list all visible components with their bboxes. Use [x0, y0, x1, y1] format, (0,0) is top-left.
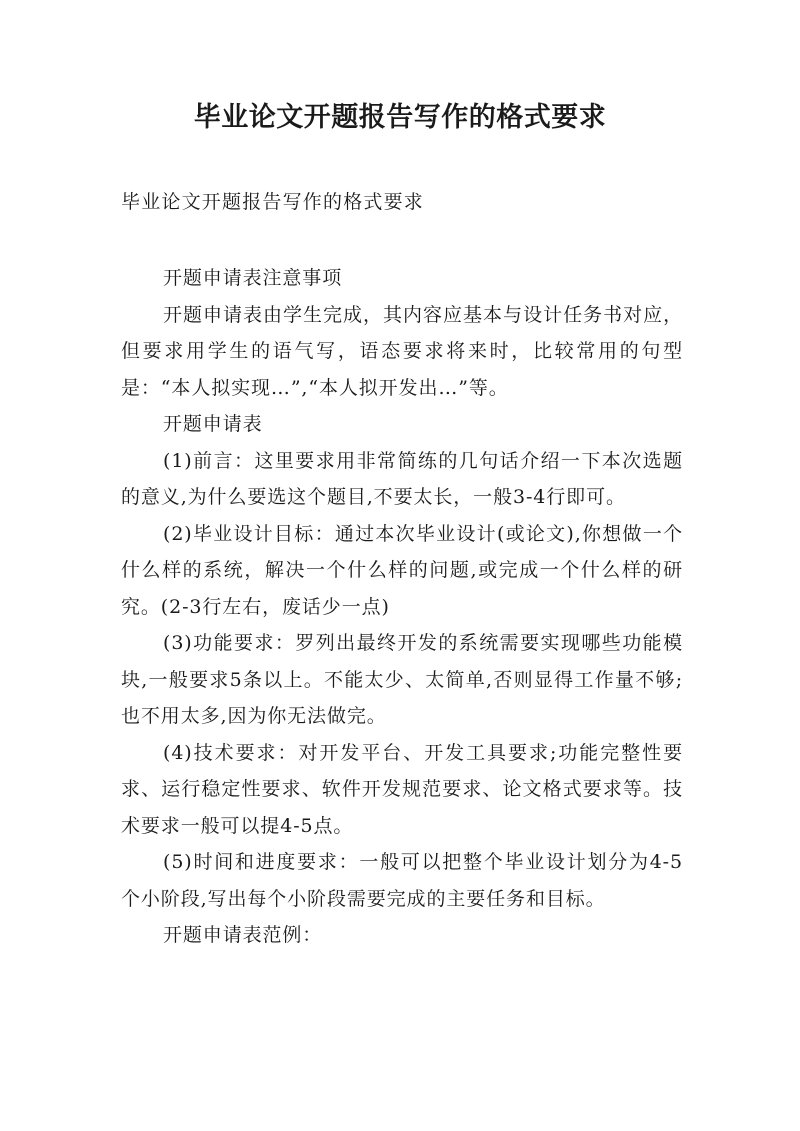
- paragraph-preface: (1)前言：这里要求用非常简练的几句话介绍一下本次选题的意义,为什么要选这个题目,不要太长，一般3-4行即可。: [121, 449, 683, 508]
- document-title: 毕业论文开题报告写作的格式要求: [193, 102, 607, 133]
- section-heading-form: 开题申请表: [163, 413, 263, 435]
- section-heading-notes: 开题申请表注意事项: [163, 267, 343, 289]
- paragraph-schedule: (5)时间和进度要求：一般可以把整个毕业设计划分为4-5个小阶段,写出每个小阶段需要完成的主要任务和目标。: [121, 851, 683, 910]
- document-body: [121, 260, 683, 954]
- paragraph-design-goal: (2)毕业设计目标：通过本次毕业设计(或论文),你想做一个什么样的系统，解决一个什么样的问题,或完成一个什么样的研究。(2-3行左右，废话少一点): [121, 522, 683, 618]
- paragraph-function-requirements: (3)功能要求：罗列出最终开发的系统需要实现哪些功能模块,一般要求5条以上。不能太少、太简单,否则显得工作量不够;也不用太多,因为你无法做完。: [121, 632, 683, 727]
- section-heading-example: 开题申请表范例：: [163, 924, 323, 946]
- paragraph-intro: 开题申请表由学生完成，其内容应基本与设计任务书对应，但要求用学生的语气写，语态要求将来时，比较常用的句型是：“本人拟实现…”,“本人拟开发出…”等。: [121, 303, 683, 399]
- paragraph-technical-requirements: (4)技术要求：对开发平台、开发工具要求;功能完整性要求、运行稳定性要求、软件开发规范要求、论文格式要求等。技术要求一般可以提4-5点。: [121, 741, 683, 837]
- document-subtitle: 毕业论文开题报告写作的格式要求: [121, 191, 425, 213]
